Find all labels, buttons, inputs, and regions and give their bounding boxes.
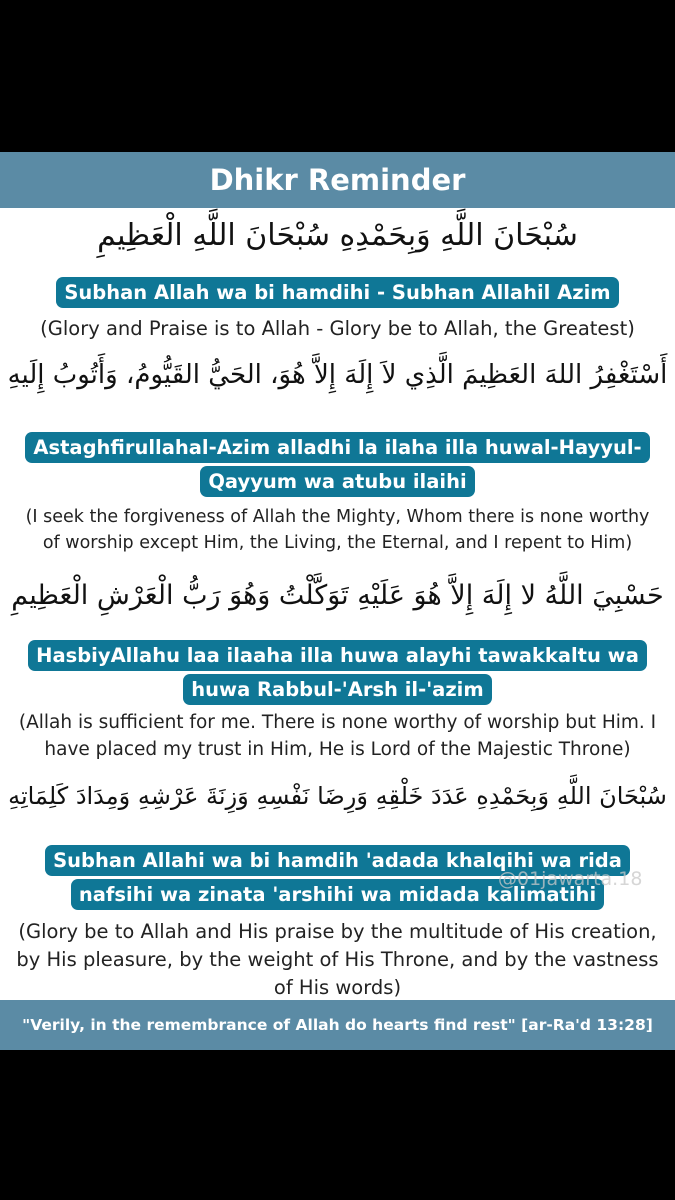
dhikr-4-arabic: سُبْحَانَ اللَّهِ وَبِحَمْدِهِ عَدَدَ خَلْقِهِ وَرِضَا نَفْسِهِ وَزِنَةَ عَرْشِهِ وَمِدَادَ كَلِمَاتِهِ — [8, 782, 667, 810]
dhikr-4-transliteration-line-1: Subhan Allahi wa bi hamdih 'adada khalqihi wa rida — [53, 849, 622, 872]
dhikr-3-transliteration-wrap — [0, 639, 675, 707]
dhikr-1-transliteration-wrap — [0, 276, 675, 310]
dhikr-3-transliteration-line-2: huwa Rabbul-'Arsh il-'azim — [191, 678, 484, 701]
dhikr-4-transliteration-line-2: nafsihi wa zinata 'arshihi wa midada kalimatihi — [78, 883, 597, 906]
dhikr-2-arabic: أَسْتَغْفِرُ اللهَ العَظِيمَ الَّذِي لاَ إِلَهَ إِلاَّ هُوَ، الحَيُّ القَيُّومُ، وَأَتُوبُ إِلَيهِ — [7, 360, 668, 390]
dhikr-4-translation-line-2: by His pleasure, by the weight of His Throne, and by the vastness — [16, 948, 659, 971]
dhikr-2-translation-line-1: (I seek the forgiveness of Allah the Mighty, Whom there is none worthy — [25, 507, 650, 527]
dhikr-2-translation-line-2: of worship except Him, the Living, the Eternal, and I repent to Him) — [42, 533, 633, 553]
dhikr-3-translation-line-2: have placed my trust in Him, He is Lord of the Majestic Throne) — [44, 739, 631, 760]
dhikr-3-arabic: حَسْبِيَ اللَّهُ لا إِلَهَ إِلاَّ هُوَ عَلَيْهِ تَوَكَّلْتُ وَهُوَ رَبُّ الْعَرْشِ الْعَظِيمِ — [11, 580, 664, 611]
dhikr-3-translation-line-1: (Allah is sufficient for me. There is none worthy of worship but Him. I — [18, 712, 657, 733]
dhikr-3-transliteration-line-1: HasbiyAllahu laa ilaaha illa huwa alayhi tawakkaltu wa — [36, 644, 639, 667]
dhikr-2-transliteration-line-1: Astaghfirullahal-Azim alladhi la ilaha illa huwal-Hayyul- — [33, 436, 642, 459]
dhikr-4-translation-line-3: of His words) — [273, 976, 402, 999]
dhikr-4-translation-line-1: (Glory be to Allah and His praise by the multitude of His creation, — [18, 920, 657, 943]
watermark: @01jawarta.18 — [498, 868, 643, 890]
quran-verse-footer: "Verily, in the remembrance of Allah do hearts find rest" [ar-Ra'd 13:28] — [0, 1000, 675, 1050]
dhikr-card — [0, 152, 675, 1050]
dhikr-2-transliteration — [25, 432, 649, 497]
dhikr-1-arabic: سُبْحَانَ اللَّهِ وَبِحَمْدِهِ سُبْحَانَ اللَّهِ الْعَظِيمِ — [97, 218, 578, 253]
dhikr-2-transliteration-wrap — [0, 431, 675, 499]
dhikr-1-translation: (Glory and Praise is to Allah - Glory be to Allah, the Greatest) — [40, 317, 635, 340]
dhikr-3-transliteration — [28, 640, 647, 705]
page-title: Dhikr Reminder — [0, 152, 675, 208]
dhikr-4-translation — [0, 918, 675, 1002]
dhikr-2-translation — [0, 504, 675, 556]
dhikr-2-transliteration-line-2: Qayyum wa atubu ilaihi — [208, 470, 467, 493]
dhikr-3-translation — [0, 709, 675, 763]
dhikr-1-transliteration: Subhan Allah wa bi hamdihi - Subhan Allahil Azim — [56, 277, 618, 308]
